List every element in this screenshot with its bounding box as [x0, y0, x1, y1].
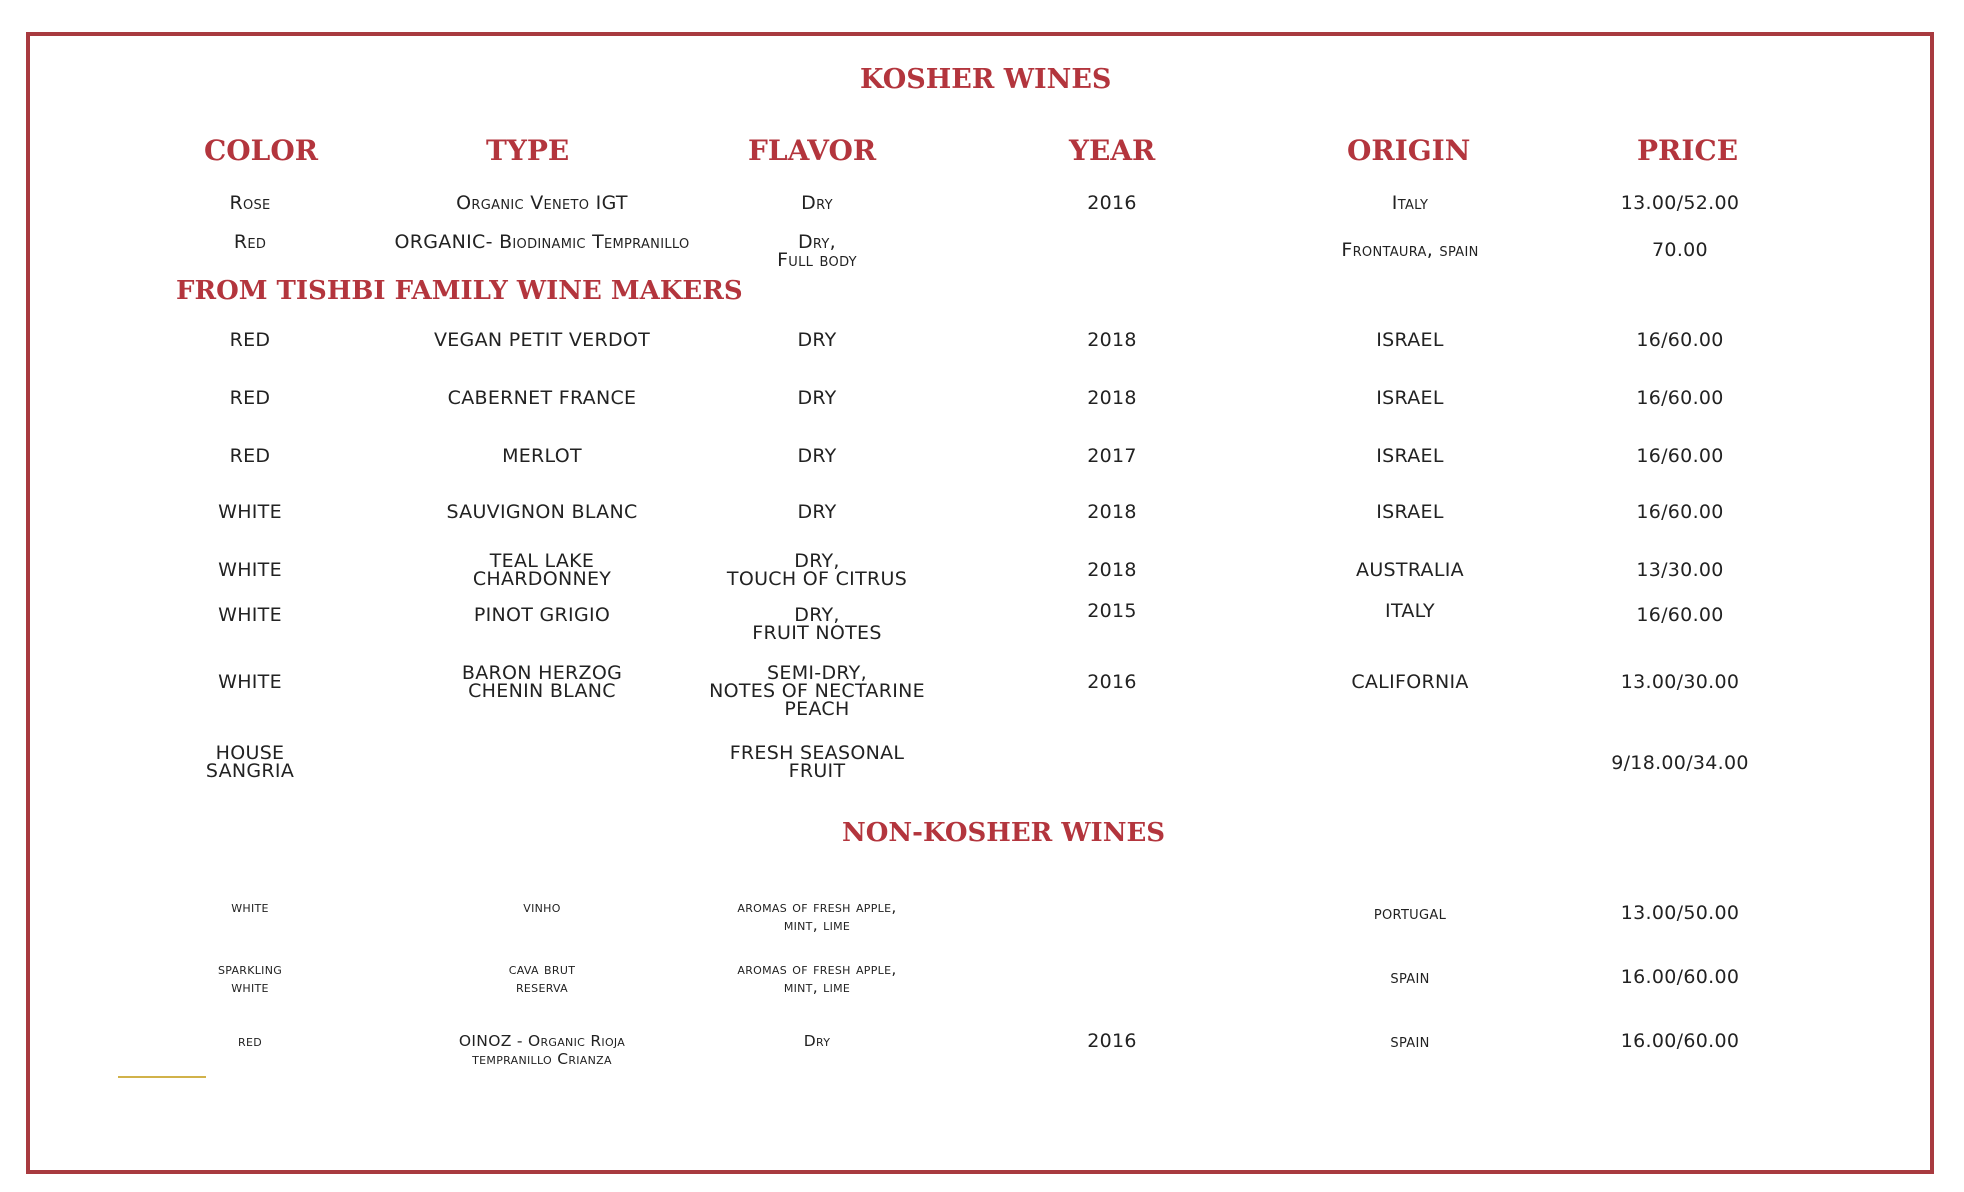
cell-type: VEGAN PETIT VERDOT — [433, 329, 651, 351]
cell-origin: AUSTRALIA — [1356, 559, 1464, 581]
cell-origin: Frontaura, spain — [1341, 239, 1479, 261]
cell-year: 2018 — [1087, 559, 1137, 581]
cell-type: Organic Veneto IGT — [456, 192, 628, 214]
cell-color: Red — [233, 231, 267, 253]
cell-type: BARON HERZOG CHENIN BLANC — [461, 662, 623, 702]
cell-price: 16/60.00 — [1636, 604, 1724, 626]
cell-year: 2018 — [1087, 329, 1137, 351]
cell-color: WHITE — [218, 559, 282, 581]
cell-flavor: DRY, TOUCH OF CITRUS — [726, 550, 908, 590]
cell-origin: ISRAEL — [1376, 501, 1444, 523]
cell-type: TEAL LAKE CHARDONNEY — [472, 550, 612, 590]
col-header-type: TYPE — [486, 134, 570, 167]
cell-type: OINOZ - Organic Rioja tempranillo Crianza — [458, 1032, 626, 1068]
col-header-price: PRICE — [1637, 134, 1739, 167]
cell-flavor: Dry — [803, 1032, 831, 1050]
cell-year: 2016 — [1087, 1030, 1137, 1052]
cell-origin: spain — [1390, 1030, 1430, 1052]
col-header-year: YEAR — [1069, 134, 1156, 167]
tishbi-heading: FROM TISHBI FAMILY WINE MAKERS — [176, 276, 743, 306]
cell-type: PINOT GRIGIO — [473, 604, 611, 626]
cell-price: 13.00/50.00 — [1620, 902, 1740, 924]
cell-origin: ITALY — [1385, 600, 1435, 622]
cell-flavor: DRY — [797, 445, 837, 467]
cell-price: 13/30.00 — [1636, 559, 1724, 581]
kosher-wines-title: KOSHER WINES — [860, 64, 1112, 95]
cell-year: 2016 — [1087, 671, 1137, 693]
cell-flavor: Dry — [801, 192, 833, 214]
cell-color: RED — [229, 387, 271, 409]
cell-price: 13.00/30.00 — [1620, 671, 1740, 693]
cell-price: 9/18.00/34.00 — [1611, 752, 1749, 774]
cell-color: WHITE — [218, 501, 282, 523]
cell-origin: ISRAEL — [1376, 329, 1444, 351]
cell-price: 70.00 — [1652, 239, 1708, 261]
cell-year: 2016 — [1087, 192, 1137, 214]
cell-color: HOUSE SANGRIA — [205, 742, 295, 782]
cell-color: white — [231, 898, 269, 916]
cell-type: SAUVIGNON BLANC — [446, 501, 638, 523]
cell-year: 2015 — [1087, 600, 1137, 622]
cell-price: 16.00/60.00 — [1620, 1030, 1740, 1052]
col-header-color: COLOR — [204, 134, 319, 167]
cell-flavor: DRY — [797, 329, 837, 351]
cell-color: RED — [229, 445, 271, 467]
cell-type: MERLOT — [502, 445, 582, 467]
cell-flavor: DRY, FRUIT NOTES — [752, 604, 882, 644]
cell-origin: ISRAEL — [1376, 387, 1444, 409]
cell-origin: spain — [1390, 966, 1430, 988]
cell-price: 16/60.00 — [1636, 387, 1724, 409]
cell-color: Rose — [229, 192, 271, 214]
non-kosher-heading: NON-KOSHER WINES — [842, 818, 1166, 848]
cell-flavor: aromas of fresh apple, mint, lime — [737, 960, 897, 996]
cell-type: cava brut reserva — [508, 960, 576, 996]
cell-year: 2018 — [1087, 501, 1137, 523]
cell-color: WHITE — [218, 671, 282, 693]
col-header-origin: ORIGIN — [1347, 134, 1471, 167]
cell-color: WHITE — [218, 604, 282, 626]
col-header-flavor: FLAVOR — [748, 134, 877, 167]
cell-flavor: FRESH SEASONAL FRUIT — [729, 742, 905, 782]
cell-price: 16/60.00 — [1636, 501, 1724, 523]
cell-origin: CALIFORNIA — [1351, 671, 1469, 693]
cell-flavor: SEMI-DRY, NOTES OF NECTARINE PEACH — [709, 662, 925, 720]
cell-year: 2017 — [1087, 445, 1137, 467]
cell-price: 16/60.00 — [1636, 329, 1724, 351]
cell-type: ORGANIC- Biodinamic Tempranillo — [394, 231, 690, 253]
cell-flavor: DRY — [797, 387, 837, 409]
cell-flavor: Dry, Full body — [777, 231, 857, 271]
cell-origin: ISRAEL — [1376, 445, 1444, 467]
cell-origin: Italy — [1391, 192, 1429, 214]
cell-origin: portugal — [1373, 902, 1447, 924]
cell-price: 13.00/52.00 — [1620, 192, 1740, 214]
cell-color: RED — [229, 329, 271, 351]
cell-type: vinho — [523, 898, 561, 916]
cell-flavor: DRY — [797, 501, 837, 523]
cell-price: 16.00/60.00 — [1620, 966, 1740, 988]
cell-flavor: aromas of fresh apple, mint, lime — [737, 898, 897, 934]
cell-color: sparkling white — [217, 960, 283, 996]
cell-color: red — [238, 1032, 262, 1050]
cell-type: CABERNET FRANCE — [447, 387, 637, 409]
cell-price: 16/60.00 — [1636, 445, 1724, 467]
accent-line — [118, 1076, 206, 1078]
cell-year: 2018 — [1087, 387, 1137, 409]
